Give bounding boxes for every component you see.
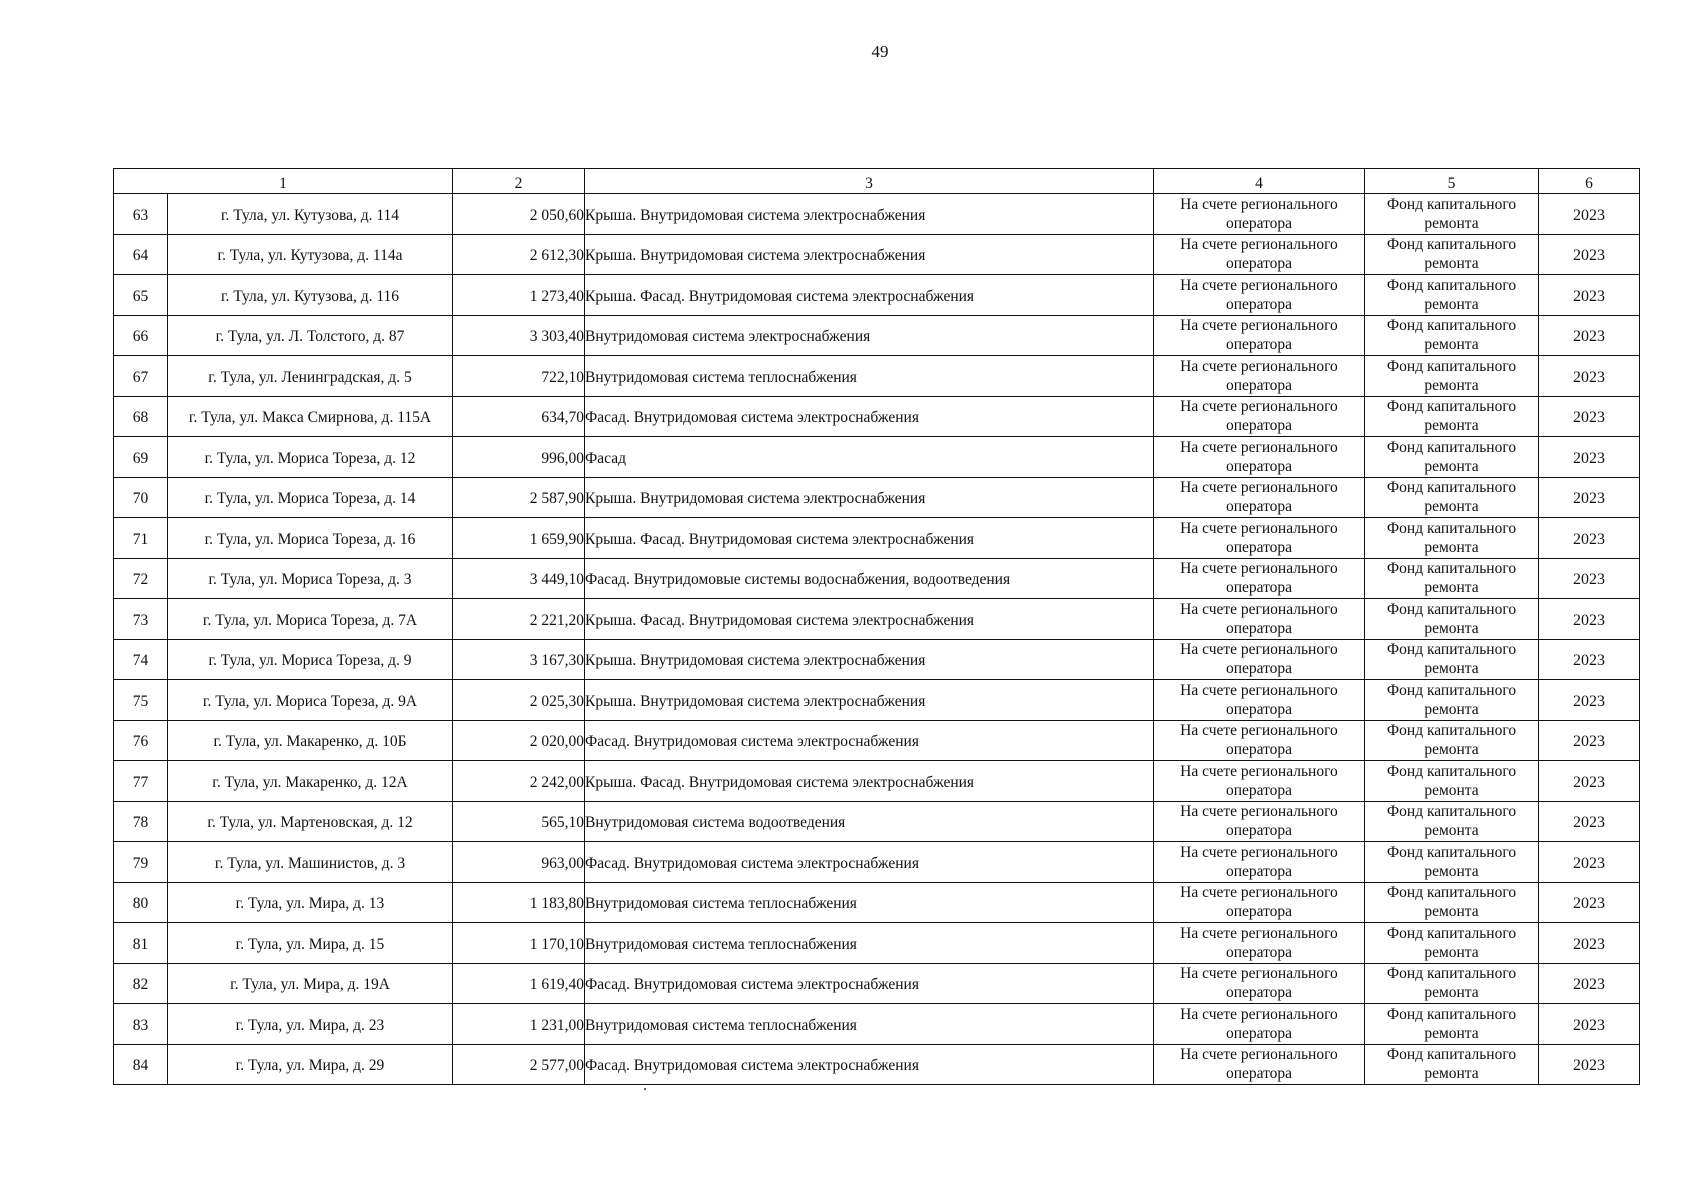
source-line-1: Фонд капитального xyxy=(1386,357,1517,375)
source-line-2: ремонта xyxy=(1424,862,1479,880)
works-cell: Внутридомовая система теплоснабжения xyxy=(585,882,1154,923)
table-row xyxy=(114,1004,1640,1045)
table-row xyxy=(114,1044,1640,1085)
table-row xyxy=(114,315,1640,356)
funding-source-cell xyxy=(1365,923,1539,964)
account-cell xyxy=(1154,639,1365,680)
column-3-header: 3 xyxy=(585,169,1154,194)
cost-cell: 1 231,00 xyxy=(453,1004,585,1045)
account-line-2: оператора xyxy=(1225,336,1293,354)
row-number: 72 xyxy=(114,558,168,599)
source-line-1: Фонд капитального xyxy=(1386,560,1517,578)
source-line-1: Фонд капитального xyxy=(1386,1046,1517,1064)
account-line-1: На счете регионального xyxy=(1180,479,1338,497)
account-cell xyxy=(1154,356,1365,397)
year-cell: 2023 xyxy=(1539,194,1640,235)
year-cell: 2023 xyxy=(1539,356,1640,397)
account-cell xyxy=(1154,275,1365,316)
funding-source-cell xyxy=(1365,599,1539,640)
table-row xyxy=(114,599,1640,640)
works-cell: Фасад. Внутридомовая система электроснабжения xyxy=(585,842,1154,883)
account-line-1: На счете регионального xyxy=(1180,317,1338,335)
account-line-2: оператора xyxy=(1225,781,1293,799)
account-line-2: оператора xyxy=(1225,255,1293,273)
works-cell: Внутридомовая система электроснабжения xyxy=(585,315,1154,356)
address-cell: г. Тула, ул. Макаренко, д. 12А xyxy=(168,761,453,802)
cost-cell: 1 273,40 xyxy=(453,275,585,316)
cost-cell: 2 587,90 xyxy=(453,477,585,518)
row-number: 76 xyxy=(114,720,168,761)
source-line-2: ремонта xyxy=(1424,822,1479,840)
table-row xyxy=(114,639,1640,680)
address-cell: г. Тула, ул. Кутузова, д. 114 xyxy=(168,194,453,235)
account-line-1: На счете регионального xyxy=(1180,438,1338,456)
table-row xyxy=(114,356,1640,397)
works-cell: Крыша. Внутридомовая система электроснабжения xyxy=(585,680,1154,721)
account-line-1: На счете регионального xyxy=(1180,398,1338,416)
address-cell: г. Тула, ул. Макса Смирнова, д. 115А xyxy=(168,396,453,437)
year-cell: 2023 xyxy=(1539,275,1640,316)
source-line-1: Фонд капитального xyxy=(1386,276,1517,294)
year-cell: 2023 xyxy=(1539,1004,1640,1045)
table-row xyxy=(114,396,1640,437)
address-cell: г. Тула, ул. Л. Толстого, д. 87 xyxy=(168,315,453,356)
row-number: 80 xyxy=(114,882,168,923)
funding-source-cell xyxy=(1365,275,1539,316)
funding-source-cell xyxy=(1365,963,1539,1004)
account-line-1: На счете регионального xyxy=(1180,681,1338,699)
source-line-2: ремонта xyxy=(1424,1024,1479,1042)
address-cell: г. Тула, ул. Мира, д. 29 xyxy=(168,1044,453,1085)
address-cell: г. Тула, ул. Кутузова, д. 116 xyxy=(168,275,453,316)
works-cell: Фасад xyxy=(585,437,1154,478)
year-cell: 2023 xyxy=(1539,923,1640,964)
address-cell: г. Тула, ул. Мира, д. 23 xyxy=(168,1004,453,1045)
source-line-2: ремонта xyxy=(1424,903,1479,921)
account-line-1: На счете регионального xyxy=(1180,884,1338,902)
works-cell: Внутридомовая система теплоснабжения xyxy=(585,1004,1154,1045)
table-row xyxy=(114,518,1640,559)
source-line-1: Фонд капитального xyxy=(1386,641,1517,659)
account-line-2: оператора xyxy=(1225,579,1293,597)
account-cell xyxy=(1154,882,1365,923)
table-body xyxy=(114,194,1640,1085)
address-cell: г. Тула, ул. Мартеновская, д. 12 xyxy=(168,801,453,842)
funding-source-cell xyxy=(1365,801,1539,842)
page-number: 49 xyxy=(871,42,889,61)
table-row xyxy=(114,234,1640,275)
repair-schedule-table xyxy=(113,168,1640,1085)
address-cell: г. Тула, ул. Макаренко, д. 10Б xyxy=(168,720,453,761)
row-number: 67 xyxy=(114,356,168,397)
row-number: 75 xyxy=(114,680,168,721)
row-number: 79 xyxy=(114,842,168,883)
works-cell: Фасад. Внутридомовая система электроснабжения xyxy=(585,963,1154,1004)
address-cell: г. Тула, ул. Мира, д. 13 xyxy=(168,882,453,923)
account-cell xyxy=(1154,234,1365,275)
account-line-2: оператора xyxy=(1225,498,1293,516)
source-line-1: Фонд капитального xyxy=(1386,722,1517,740)
account-line-2: оператора xyxy=(1225,1065,1293,1083)
address-cell: г. Тула, ул. Кутузова, д. 114а xyxy=(168,234,453,275)
account-line-1: На счете регионального xyxy=(1180,560,1338,578)
works-cell: Крыша. Фасад. Внутридомовая система электроснабжения xyxy=(585,599,1154,640)
account-line-1: На счете регионального xyxy=(1180,276,1338,294)
source-line-1: Фонд капитального xyxy=(1386,600,1517,618)
funding-source-cell xyxy=(1365,882,1539,923)
source-line-2: ремонта xyxy=(1424,781,1479,799)
cost-cell: 996,00 xyxy=(453,437,585,478)
works-cell: Крыша. Фасад. Внутридомовая система электроснабжения xyxy=(585,518,1154,559)
funding-source-cell xyxy=(1365,639,1539,680)
source-line-2: ремонта xyxy=(1424,579,1479,597)
source-line-1: Фонд капитального xyxy=(1386,398,1517,416)
address-cell: г. Тула, ул. Ленинградская, д. 5 xyxy=(168,356,453,397)
scan-speck xyxy=(644,1088,646,1090)
year-cell: 2023 xyxy=(1539,234,1640,275)
address-cell: г. Тула, ул. Мориса Тореза, д. 9А xyxy=(168,680,453,721)
account-line-2: оператора xyxy=(1225,903,1293,921)
funding-source-cell xyxy=(1365,1044,1539,1085)
works-cell: Фасад. Внутридомовая система электроснабжения xyxy=(585,396,1154,437)
address-cell: г. Тула, ул. Мориса Тореза, д. 12 xyxy=(168,437,453,478)
account-cell xyxy=(1154,680,1365,721)
year-cell: 2023 xyxy=(1539,882,1640,923)
account-cell xyxy=(1154,437,1365,478)
account-line-1: На счете регионального xyxy=(1180,843,1338,861)
source-line-2: ремонта xyxy=(1424,295,1479,313)
funding-source-cell xyxy=(1365,680,1539,721)
account-cell xyxy=(1154,1044,1365,1085)
source-line-1: Фонд капитального xyxy=(1386,843,1517,861)
year-cell: 2023 xyxy=(1539,1044,1640,1085)
year-cell: 2023 xyxy=(1539,437,1640,478)
account-line-1: На счете регионального xyxy=(1180,803,1338,821)
table-row xyxy=(114,680,1640,721)
works-cell: Крыша. Внутридомовая система электроснабжения xyxy=(585,234,1154,275)
column-6-header: 6 xyxy=(1539,169,1640,194)
row-number: 66 xyxy=(114,315,168,356)
account-line-1: На счете регионального xyxy=(1180,924,1338,942)
account-line-2: оператора xyxy=(1225,943,1293,961)
funding-source-cell xyxy=(1365,396,1539,437)
row-number: 63 xyxy=(114,194,168,235)
account-line-2: оператора xyxy=(1225,862,1293,880)
address-cell: г. Тула, ул. Мориса Тореза, д. 3 xyxy=(168,558,453,599)
address-cell: г. Тула, ул. Мориса Тореза, д. 14 xyxy=(168,477,453,518)
table-row xyxy=(114,842,1640,883)
source-line-1: Фонд капитального xyxy=(1386,681,1517,699)
row-number: 83 xyxy=(114,1004,168,1045)
works-cell: Фасад. Внутридомовые системы водоснабжения, водоотведения xyxy=(585,558,1154,599)
account-line-2: оператора xyxy=(1225,295,1293,313)
account-line-2: оператора xyxy=(1225,822,1293,840)
source-line-2: ремонта xyxy=(1424,619,1479,637)
year-cell: 2023 xyxy=(1539,680,1640,721)
column-1-header: 1 xyxy=(114,169,453,194)
account-line-2: оператора xyxy=(1225,700,1293,718)
table-row xyxy=(114,882,1640,923)
cost-cell: 2 020,00 xyxy=(453,720,585,761)
table-row xyxy=(114,477,1640,518)
source-line-2: ремонта xyxy=(1424,376,1479,394)
cost-cell: 722,10 xyxy=(453,356,585,397)
account-cell xyxy=(1154,801,1365,842)
funding-source-cell xyxy=(1365,234,1539,275)
source-line-1: Фонд капитального xyxy=(1386,884,1517,902)
cost-cell: 2 221,20 xyxy=(453,599,585,640)
account-cell xyxy=(1154,518,1365,559)
source-line-1: Фонд капитального xyxy=(1386,803,1517,821)
source-line-1: Фонд капитального xyxy=(1386,1005,1517,1023)
source-line-1: Фонд капитального xyxy=(1386,479,1517,497)
funding-source-cell xyxy=(1365,558,1539,599)
works-cell: Крыша. Внутридомовая система электроснабжения xyxy=(585,194,1154,235)
funding-source-cell xyxy=(1365,720,1539,761)
row-number: 70 xyxy=(114,477,168,518)
cost-cell: 1 619,40 xyxy=(453,963,585,1004)
account-line-2: оператора xyxy=(1225,984,1293,1002)
cost-cell: 2 050,60 xyxy=(453,194,585,235)
year-cell: 2023 xyxy=(1539,963,1640,1004)
source-line-1: Фонд капитального xyxy=(1386,924,1517,942)
table-row xyxy=(114,558,1640,599)
account-cell xyxy=(1154,842,1365,883)
row-number: 78 xyxy=(114,801,168,842)
cost-cell: 963,00 xyxy=(453,842,585,883)
funding-source-cell xyxy=(1365,1004,1539,1045)
account-line-2: оператора xyxy=(1225,417,1293,435)
funding-source-cell xyxy=(1365,761,1539,802)
row-number: 81 xyxy=(114,923,168,964)
table-row xyxy=(114,437,1640,478)
funding-source-cell xyxy=(1365,842,1539,883)
cost-cell: 3 303,40 xyxy=(453,315,585,356)
source-line-2: ремонта xyxy=(1424,336,1479,354)
works-cell: Крыша. Фасад. Внутридомовая система электроснабжения xyxy=(585,275,1154,316)
cost-cell: 634,70 xyxy=(453,396,585,437)
table-row xyxy=(114,194,1640,235)
works-cell: Крыша. Внутридомовая система электроснабжения xyxy=(585,639,1154,680)
year-cell: 2023 xyxy=(1539,396,1640,437)
row-number: 64 xyxy=(114,234,168,275)
table-row xyxy=(114,720,1640,761)
works-cell: Фасад. Внутридомовая система электроснабжения xyxy=(585,720,1154,761)
account-cell xyxy=(1154,720,1365,761)
address-cell: г. Тула, ул. Мира, д. 19А xyxy=(168,963,453,1004)
funding-source-cell xyxy=(1365,194,1539,235)
account-line-2: оператора xyxy=(1225,376,1293,394)
table-row xyxy=(114,963,1640,1004)
account-cell xyxy=(1154,194,1365,235)
table-header xyxy=(114,169,1640,194)
account-line-2: оператора xyxy=(1225,619,1293,637)
account-line-2: оператора xyxy=(1225,457,1293,475)
source-line-1: Фонд капитального xyxy=(1386,317,1517,335)
source-line-2: ремонта xyxy=(1424,741,1479,759)
works-cell: Крыша. Внутридомовая система электроснабжения xyxy=(585,477,1154,518)
row-number: 82 xyxy=(114,963,168,1004)
row-number: 74 xyxy=(114,639,168,680)
source-line-1: Фонд капитального xyxy=(1386,965,1517,983)
account-line-1: На счете регионального xyxy=(1180,1046,1338,1064)
year-cell: 2023 xyxy=(1539,599,1640,640)
year-cell: 2023 xyxy=(1539,315,1640,356)
year-cell: 2023 xyxy=(1539,477,1640,518)
account-line-1: На счете регионального xyxy=(1180,1005,1338,1023)
row-number: 69 xyxy=(114,437,168,478)
account-line-2: оператора xyxy=(1225,214,1293,232)
row-number: 84 xyxy=(114,1044,168,1085)
address-cell: г. Тула, ул. Мира, д. 15 xyxy=(168,923,453,964)
account-cell xyxy=(1154,923,1365,964)
funding-source-cell xyxy=(1365,315,1539,356)
cost-cell: 2 025,30 xyxy=(453,680,585,721)
works-cell: Внутридомовая система водоотведения xyxy=(585,801,1154,842)
year-cell: 2023 xyxy=(1539,518,1640,559)
cost-cell: 565,10 xyxy=(453,801,585,842)
source-line-1: Фонд капитального xyxy=(1386,762,1517,780)
funding-source-cell xyxy=(1365,518,1539,559)
funding-source-cell xyxy=(1365,477,1539,518)
account-cell xyxy=(1154,761,1365,802)
account-line-1: На счете регионального xyxy=(1180,236,1338,254)
account-line-2: оператора xyxy=(1225,538,1293,556)
account-line-1: На счете регионального xyxy=(1180,965,1338,983)
account-line-1: На счете регионального xyxy=(1180,722,1338,740)
column-2-header: 2 xyxy=(453,169,585,194)
year-cell: 2023 xyxy=(1539,558,1640,599)
year-cell: 2023 xyxy=(1539,761,1640,802)
cost-cell: 2 612,30 xyxy=(453,234,585,275)
account-line-2: оператора xyxy=(1225,660,1293,678)
cost-cell: 1 659,90 xyxy=(453,518,585,559)
account-cell xyxy=(1154,599,1365,640)
source-line-1: Фонд капитального xyxy=(1386,519,1517,537)
address-cell: г. Тула, ул. Машинистов, д. 3 xyxy=(168,842,453,883)
table-row xyxy=(114,801,1640,842)
year-cell: 2023 xyxy=(1539,842,1640,883)
funding-source-cell xyxy=(1365,437,1539,478)
table-row xyxy=(114,923,1640,964)
account-cell xyxy=(1154,963,1365,1004)
account-line-2: оператора xyxy=(1225,1024,1293,1042)
source-line-1: Фонд капитального xyxy=(1386,438,1517,456)
source-line-1: Фонд капитального xyxy=(1386,195,1517,213)
table-row xyxy=(114,761,1640,802)
cost-cell: 3 167,30 xyxy=(453,639,585,680)
table-row xyxy=(114,275,1640,316)
column-number-row xyxy=(114,169,1640,194)
cost-cell: 3 449,10 xyxy=(453,558,585,599)
cost-cell: 2 577,00 xyxy=(453,1044,585,1085)
account-line-1: На счете регионального xyxy=(1180,600,1338,618)
source-line-2: ремонта xyxy=(1424,1065,1479,1083)
account-line-2: оператора xyxy=(1225,741,1293,759)
source-line-2: ремонта xyxy=(1424,417,1479,435)
account-cell xyxy=(1154,558,1365,599)
cost-cell: 1 170,10 xyxy=(453,923,585,964)
source-line-2: ремонта xyxy=(1424,538,1479,556)
account-line-1: На счете регионального xyxy=(1180,762,1338,780)
column-5-header: 5 xyxy=(1365,169,1539,194)
source-line-2: ремонта xyxy=(1424,457,1479,475)
row-number: 71 xyxy=(114,518,168,559)
row-number: 77 xyxy=(114,761,168,802)
year-cell: 2023 xyxy=(1539,801,1640,842)
account-cell xyxy=(1154,1004,1365,1045)
address-cell: г. Тула, ул. Мориса Тореза, д. 7А xyxy=(168,599,453,640)
works-cell: Фасад. Внутридомовая система электроснабжения xyxy=(585,1044,1154,1085)
source-line-2: ремонта xyxy=(1424,943,1479,961)
column-4-header: 4 xyxy=(1154,169,1365,194)
row-number: 73 xyxy=(114,599,168,640)
account-line-1: На счете регионального xyxy=(1180,641,1338,659)
works-cell: Внутридомовая система теплоснабжения xyxy=(585,923,1154,964)
source-line-1: Фонд капитального xyxy=(1386,236,1517,254)
source-line-2: ремонта xyxy=(1424,214,1479,232)
address-cell: г. Тула, ул. Мориса Тореза, д. 16 xyxy=(168,518,453,559)
works-cell: Внутридомовая система теплоснабжения xyxy=(585,356,1154,397)
row-number: 65 xyxy=(114,275,168,316)
account-cell xyxy=(1154,477,1365,518)
source-line-2: ремонта xyxy=(1424,255,1479,273)
year-cell: 2023 xyxy=(1539,639,1640,680)
source-line-2: ремонта xyxy=(1424,700,1479,718)
works-cell: Крыша. Фасад. Внутридомовая система электроснабжения xyxy=(585,761,1154,802)
account-line-1: На счете регионального xyxy=(1180,519,1338,537)
year-cell: 2023 xyxy=(1539,720,1640,761)
account-line-1: На счете регионального xyxy=(1180,195,1338,213)
source-line-2: ремонта xyxy=(1424,660,1479,678)
account-cell xyxy=(1154,396,1365,437)
account-line-1: На счете регионального xyxy=(1180,357,1338,375)
source-line-2: ремонта xyxy=(1424,984,1479,1002)
account-cell xyxy=(1154,315,1365,356)
cost-cell: 1 183,80 xyxy=(453,882,585,923)
row-number: 68 xyxy=(114,396,168,437)
address-cell: г. Тула, ул. Мориса Тореза, д. 9 xyxy=(168,639,453,680)
source-line-2: ремонта xyxy=(1424,498,1479,516)
funding-source-cell xyxy=(1365,356,1539,397)
cost-cell: 2 242,00 xyxy=(453,761,585,802)
